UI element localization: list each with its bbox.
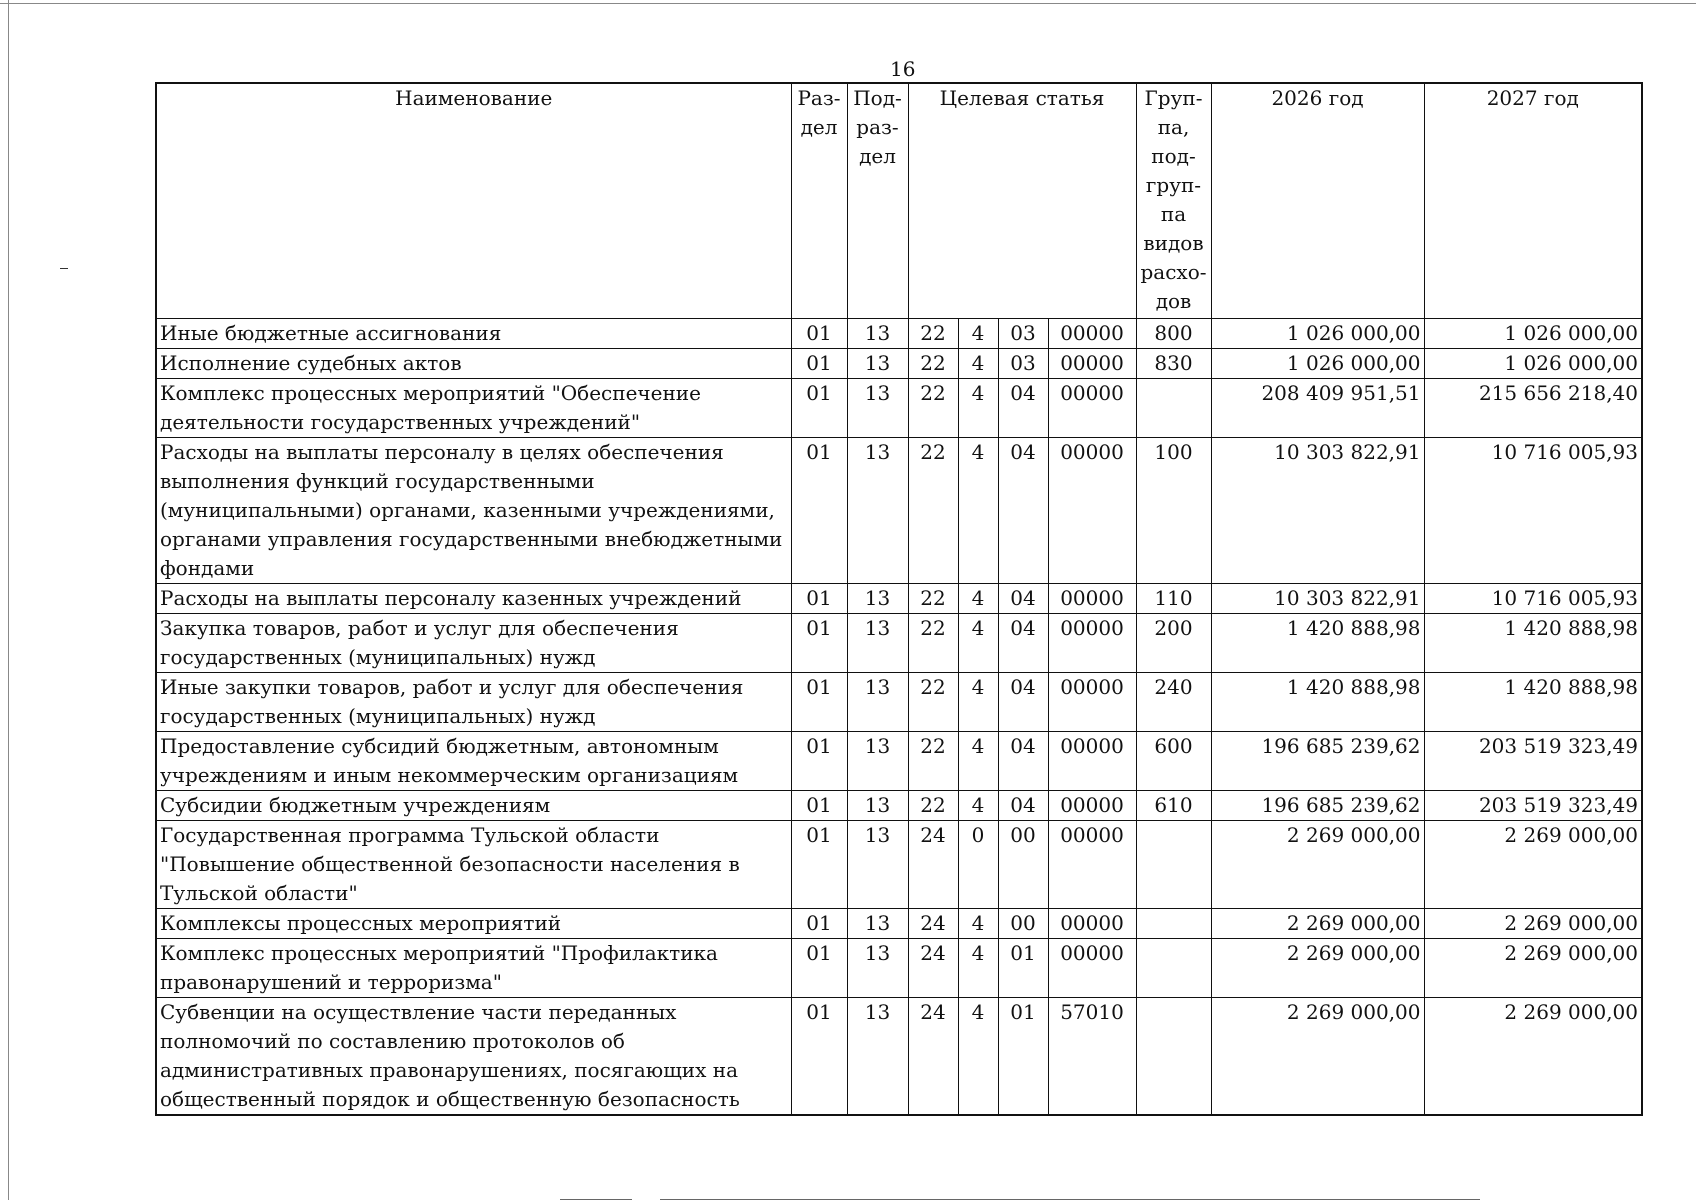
- row-target-subprogram: 04: [998, 614, 1048, 673]
- row-name: Иные бюджетные ассигнования: [156, 319, 791, 349]
- row-target-direction: 00000: [1048, 909, 1136, 939]
- table-row: [156, 614, 1642, 673]
- row-target-program: 22: [908, 438, 958, 584]
- row-amount-2027: 1 420 888,98: [1424, 673, 1642, 732]
- row-target-direction: 57010: [1048, 998, 1136, 1116]
- row-amount-2027: 10 716 005,93: [1424, 584, 1642, 614]
- row-target-type: 0: [958, 821, 998, 909]
- row-expense-group: 240: [1136, 673, 1211, 732]
- row-expense-group: 200: [1136, 614, 1211, 673]
- row-amount-2026: 1 420 888,98: [1211, 614, 1424, 673]
- row-target-type: 4: [958, 349, 998, 379]
- row-podrazdel: 13: [847, 909, 908, 939]
- row-target-program: 24: [908, 998, 958, 1116]
- row-amount-2027: 2 269 000,00: [1424, 821, 1642, 909]
- row-target-subprogram: 00: [998, 909, 1048, 939]
- row-expense-group: 600: [1136, 732, 1211, 791]
- row-target-subprogram: 04: [998, 673, 1048, 732]
- table-row: [156, 909, 1642, 939]
- row-target-program: 22: [908, 614, 958, 673]
- row-podrazdel: 13: [847, 673, 908, 732]
- row-target-direction: 00000: [1048, 438, 1136, 584]
- row-amount-2027: 2 269 000,00: [1424, 909, 1642, 939]
- row-target-subprogram: 04: [998, 379, 1048, 438]
- row-target-subprogram: 03: [998, 349, 1048, 379]
- row-target-subprogram: 04: [998, 438, 1048, 584]
- budget-table: [155, 82, 1643, 1116]
- scan-edge-top: [0, 3, 1696, 4]
- row-target-type: 4: [958, 614, 998, 673]
- row-amount-2026: 1 026 000,00: [1211, 349, 1424, 379]
- row-target-direction: 00000: [1048, 791, 1136, 821]
- row-amount-2027: 1 420 888,98: [1424, 614, 1642, 673]
- row-target-direction: 00000: [1048, 379, 1136, 438]
- row-name: Комплекс процессных мероприятий "Профилактика правонарушений и терроризма": [156, 939, 791, 998]
- row-expense-group: [1136, 379, 1211, 438]
- row-target-direction: 00000: [1048, 614, 1136, 673]
- row-expense-group: 800: [1136, 319, 1211, 349]
- row-target-program: 22: [908, 673, 958, 732]
- row-name: Комплексы процессных мероприятий: [156, 909, 791, 939]
- table-row: [156, 732, 1642, 791]
- row-amount-2026: 196 685 239,62: [1211, 732, 1424, 791]
- table-row: [156, 584, 1642, 614]
- row-amount-2027: 2 269 000,00: [1424, 998, 1642, 1116]
- row-target-type: 4: [958, 791, 998, 821]
- row-amount-2026: 2 269 000,00: [1211, 998, 1424, 1116]
- row-expense-group: [1136, 939, 1211, 998]
- row-target-program: 22: [908, 732, 958, 791]
- row-podrazdel: 13: [847, 791, 908, 821]
- row-target-subprogram: 03: [998, 319, 1048, 349]
- row-razdel: 01: [791, 673, 847, 732]
- row-razdel: 01: [791, 349, 847, 379]
- row-amount-2026: 196 685 239,62: [1211, 791, 1424, 821]
- row-razdel: 01: [791, 998, 847, 1116]
- scan-dash-mark: [60, 268, 68, 269]
- row-target-direction: 00000: [1048, 821, 1136, 909]
- row-expense-group: 830: [1136, 349, 1211, 379]
- row-name: Расходы на выплаты персоналу казенных учреждений: [156, 584, 791, 614]
- row-amount-2027: 215 656 218,40: [1424, 379, 1642, 438]
- row-razdel: 01: [791, 821, 847, 909]
- row-amount-2027: 203 519 323,49: [1424, 791, 1642, 821]
- row-name: Иные закупки товаров, работ и услуг для обеспечения государственных (муниципальных) нужд: [156, 673, 791, 732]
- row-name: Расходы на выплаты персоналу в целях обеспечения выполнения функций государственными (муниципальными) органами, казенными учреждениями, органами управления государственными внебюджетными фондами: [156, 438, 791, 584]
- header-name: Наименование: [156, 83, 791, 319]
- row-expense-group: [1136, 821, 1211, 909]
- row-name: Субвенции на осуществление части переданных полномочий по составлению протоколов об административных правонарушениях, посягающих на общественный порядок и общественную безопасность: [156, 998, 791, 1116]
- row-target-direction: 00000: [1048, 673, 1136, 732]
- row-target-direction: 00000: [1048, 319, 1136, 349]
- row-podrazdel: 13: [847, 319, 908, 349]
- row-amount-2026: 2 269 000,00: [1211, 909, 1424, 939]
- row-target-type: 4: [958, 732, 998, 791]
- row-razdel: 01: [791, 584, 847, 614]
- row-amount-2027: 203 519 323,49: [1424, 732, 1642, 791]
- row-target-type: 4: [958, 909, 998, 939]
- row-name: Исполнение судебных актов: [156, 349, 791, 379]
- row-target-program: 22: [908, 584, 958, 614]
- row-target-direction: 00000: [1048, 349, 1136, 379]
- table-row: [156, 438, 1642, 584]
- header-expense-group: Груп-па, под-груп-па видов расхо-дов: [1136, 83, 1211, 319]
- table-row: [156, 939, 1642, 998]
- row-target-subprogram: 00: [998, 821, 1048, 909]
- row-expense-group: [1136, 998, 1211, 1116]
- row-amount-2026: 208 409 951,51: [1211, 379, 1424, 438]
- row-podrazdel: 13: [847, 732, 908, 791]
- table-row: [156, 998, 1642, 1116]
- table-row: [156, 821, 1642, 909]
- row-target-type: 4: [958, 319, 998, 349]
- row-target-type: 4: [958, 438, 998, 584]
- row-name: Комплекс процессных мероприятий "Обеспечение деятельности государственных учреждений": [156, 379, 791, 438]
- row-name: Предоставление субсидий бюджетным, автономным учреждениям и иным некоммерческим организациям: [156, 732, 791, 791]
- row-target-subprogram: 04: [998, 791, 1048, 821]
- row-target-direction: 00000: [1048, 939, 1136, 998]
- table-header-row: [156, 83, 1642, 319]
- row-target-direction: 00000: [1048, 732, 1136, 791]
- table-row: [156, 379, 1642, 438]
- row-amount-2026: 2 269 000,00: [1211, 821, 1424, 909]
- row-target-type: 4: [958, 584, 998, 614]
- row-target-subprogram: 04: [998, 732, 1048, 791]
- row-amount-2026: 1 026 000,00: [1211, 319, 1424, 349]
- row-amount-2027: 2 269 000,00: [1424, 939, 1642, 998]
- row-target-program: 24: [908, 821, 958, 909]
- row-target-subprogram: 01: [998, 939, 1048, 998]
- row-podrazdel: 13: [847, 379, 908, 438]
- row-name: Субсидии бюджетным учреждениям: [156, 791, 791, 821]
- row-target-type: 4: [958, 379, 998, 438]
- row-expense-group: 100: [1136, 438, 1211, 584]
- row-amount-2027: 1 026 000,00: [1424, 319, 1642, 349]
- row-razdel: 01: [791, 791, 847, 821]
- row-expense-group: 610: [1136, 791, 1211, 821]
- header-podrazdel: Под-раз-дел: [847, 83, 908, 319]
- row-podrazdel: 13: [847, 821, 908, 909]
- header-year-2026: 2026 год: [1211, 83, 1424, 319]
- row-amount-2027: 1 026 000,00: [1424, 349, 1642, 379]
- row-target-program: 22: [908, 791, 958, 821]
- table-row: [156, 319, 1642, 349]
- row-podrazdel: 13: [847, 438, 908, 584]
- row-podrazdel: 13: [847, 998, 908, 1116]
- row-name: Государственная программа Тульской области "Повышение общественной безопасности населения в Тульской области": [156, 821, 791, 909]
- row-razdel: 01: [791, 319, 847, 349]
- header-razdel: Раз-дел: [791, 83, 847, 319]
- row-amount-2026: 1 420 888,98: [1211, 673, 1424, 732]
- row-name: Закупка товаров, работ и услуг для обеспечения государственных (муниципальных) нужд: [156, 614, 791, 673]
- page-number: 16: [890, 57, 916, 81]
- row-razdel: 01: [791, 614, 847, 673]
- row-podrazdel: 13: [847, 614, 908, 673]
- row-podrazdel: 13: [847, 939, 908, 998]
- row-razdel: 01: [791, 438, 847, 584]
- scan-edge-left: [8, 0, 9, 1200]
- row-podrazdel: 13: [847, 349, 908, 379]
- row-target-type: 4: [958, 998, 998, 1116]
- table-body: [156, 319, 1642, 1116]
- row-amount-2026: 2 269 000,00: [1211, 939, 1424, 998]
- row-amount-2027: 10 716 005,93: [1424, 438, 1642, 584]
- row-razdel: 01: [791, 732, 847, 791]
- row-amount-2026: 10 303 822,91: [1211, 438, 1424, 584]
- table-row: [156, 791, 1642, 821]
- row-target-subprogram: 04: [998, 584, 1048, 614]
- row-target-program: 22: [908, 349, 958, 379]
- table-row: [156, 673, 1642, 732]
- row-expense-group: [1136, 909, 1211, 939]
- row-amount-2026: 10 303 822,91: [1211, 584, 1424, 614]
- header-target-article: Целевая статья: [908, 83, 1136, 319]
- row-razdel: 01: [791, 939, 847, 998]
- row-target-program: 24: [908, 939, 958, 998]
- row-razdel: 01: [791, 909, 847, 939]
- row-target-program: 22: [908, 319, 958, 349]
- row-target-subprogram: 01: [998, 998, 1048, 1116]
- row-podrazdel: 13: [847, 584, 908, 614]
- row-target-direction: 00000: [1048, 584, 1136, 614]
- row-target-program: 22: [908, 379, 958, 438]
- row-expense-group: 110: [1136, 584, 1211, 614]
- row-target-program: 24: [908, 909, 958, 939]
- row-target-type: 4: [958, 673, 998, 732]
- table-row: [156, 349, 1642, 379]
- header-year-2027: 2027 год: [1424, 83, 1642, 319]
- row-razdel: 01: [791, 379, 847, 438]
- row-target-type: 4: [958, 939, 998, 998]
